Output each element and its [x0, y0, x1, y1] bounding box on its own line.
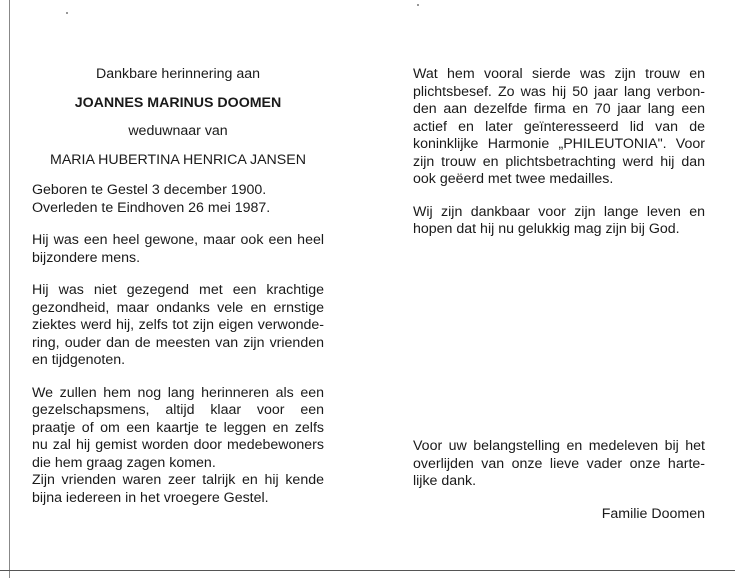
- text-line: gezelschapsmens, altijd klaar voor een: [32, 402, 324, 418]
- text-line: Voor uw belangstelling en medeleven bij het: [413, 438, 705, 454]
- text-line: We zullen hem nog lang herinneren als een: [32, 384, 324, 401]
- card-fold-edge: [9, 0, 10, 578]
- text-line: ziektes werd hij, zelfs tot zijn eigen verwonde-: [32, 317, 324, 333]
- text-line: Wat hem vooral sierde was zijn trouw en: [413, 66, 705, 82]
- text-line: Hij was een heel gewone, maar ook een heel: [32, 232, 324, 248]
- print-speck: [417, 4, 419, 6]
- intro-text: Dankbare herinnering aan: [95, 66, 261, 82]
- right-column: [413, 66, 705, 522]
- spouse-name: MARIA HUBERTINA HENRICA JANSEN: [50, 151, 306, 168]
- text-line: lijke dank.: [413, 473, 477, 489]
- text-line: zijn trouw en plichtsbetrachting werd hij dan: [413, 153, 705, 170]
- text-line: Zijn vrienden waren zeer talrijk en hij kende: [32, 472, 324, 488]
- text-line: gezondheid, maar ondanks vele en ernstige: [32, 299, 324, 316]
- text-line: bijzondere mens.: [32, 249, 141, 266]
- text-line: den aan dezelfde firma en 70 jaar lang een: [413, 101, 705, 117]
- paragraph: [413, 204, 705, 239]
- text-line: ook geëerd met twee medailles.: [413, 171, 614, 187]
- text-line: plichtsbesef. Zo was hij 50 jaar lang verbon-: [413, 83, 705, 100]
- text-line: hopen dat hij nu gelukkig mag zijn bij God.: [413, 221, 680, 237]
- birth-line: Geboren te Gestel 3 december 1900.: [32, 182, 267, 198]
- paragraph: [32, 385, 324, 508]
- text-line: actief en later geïnteresseerd lid van de: [413, 118, 705, 135]
- text-line: praatje of om een kaartje te leggen en zelfs: [32, 419, 324, 436]
- dates-block: [32, 182, 324, 217]
- death-line: Overleden te Eindhoven 26 mei 1987.: [32, 199, 271, 216]
- left-column: [32, 66, 324, 507]
- print-speck: [66, 12, 68, 14]
- text-line: ring, ouder dan de meesten van zijn vrienden: [32, 334, 324, 351]
- paragraph: [413, 438, 705, 523]
- text-line: die hem graag zagen komen.: [32, 454, 216, 471]
- signature: Familie Doomen: [601, 505, 705, 522]
- card-bottom-edge: [0, 570, 735, 571]
- text-line: Wij zijn dankbaar voor zijn lange leven en: [413, 203, 705, 220]
- text-line: overlijden van onze lieve vader onze harte-: [413, 455, 705, 472]
- deceased-name: JOANNES MARINUS DOOMEN: [74, 94, 282, 111]
- text-line: nu zal hij gemist worden door medebewoners: [32, 437, 324, 453]
- text-line: en tijdgenoten.: [32, 352, 126, 368]
- text-line: Hij was niet gezegend met een krachtige: [32, 282, 324, 298]
- text-line: bijna iedereen in het vroegere Gestel.: [32, 489, 269, 506]
- paragraph: [32, 282, 324, 370]
- text-line: koninklijke Harmonie „PHILEUTONIA". Voor: [413, 136, 705, 152]
- paragraph: [413, 66, 705, 189]
- paragraph: [32, 232, 324, 267]
- relation-text: weduwnaar van: [128, 123, 228, 139]
